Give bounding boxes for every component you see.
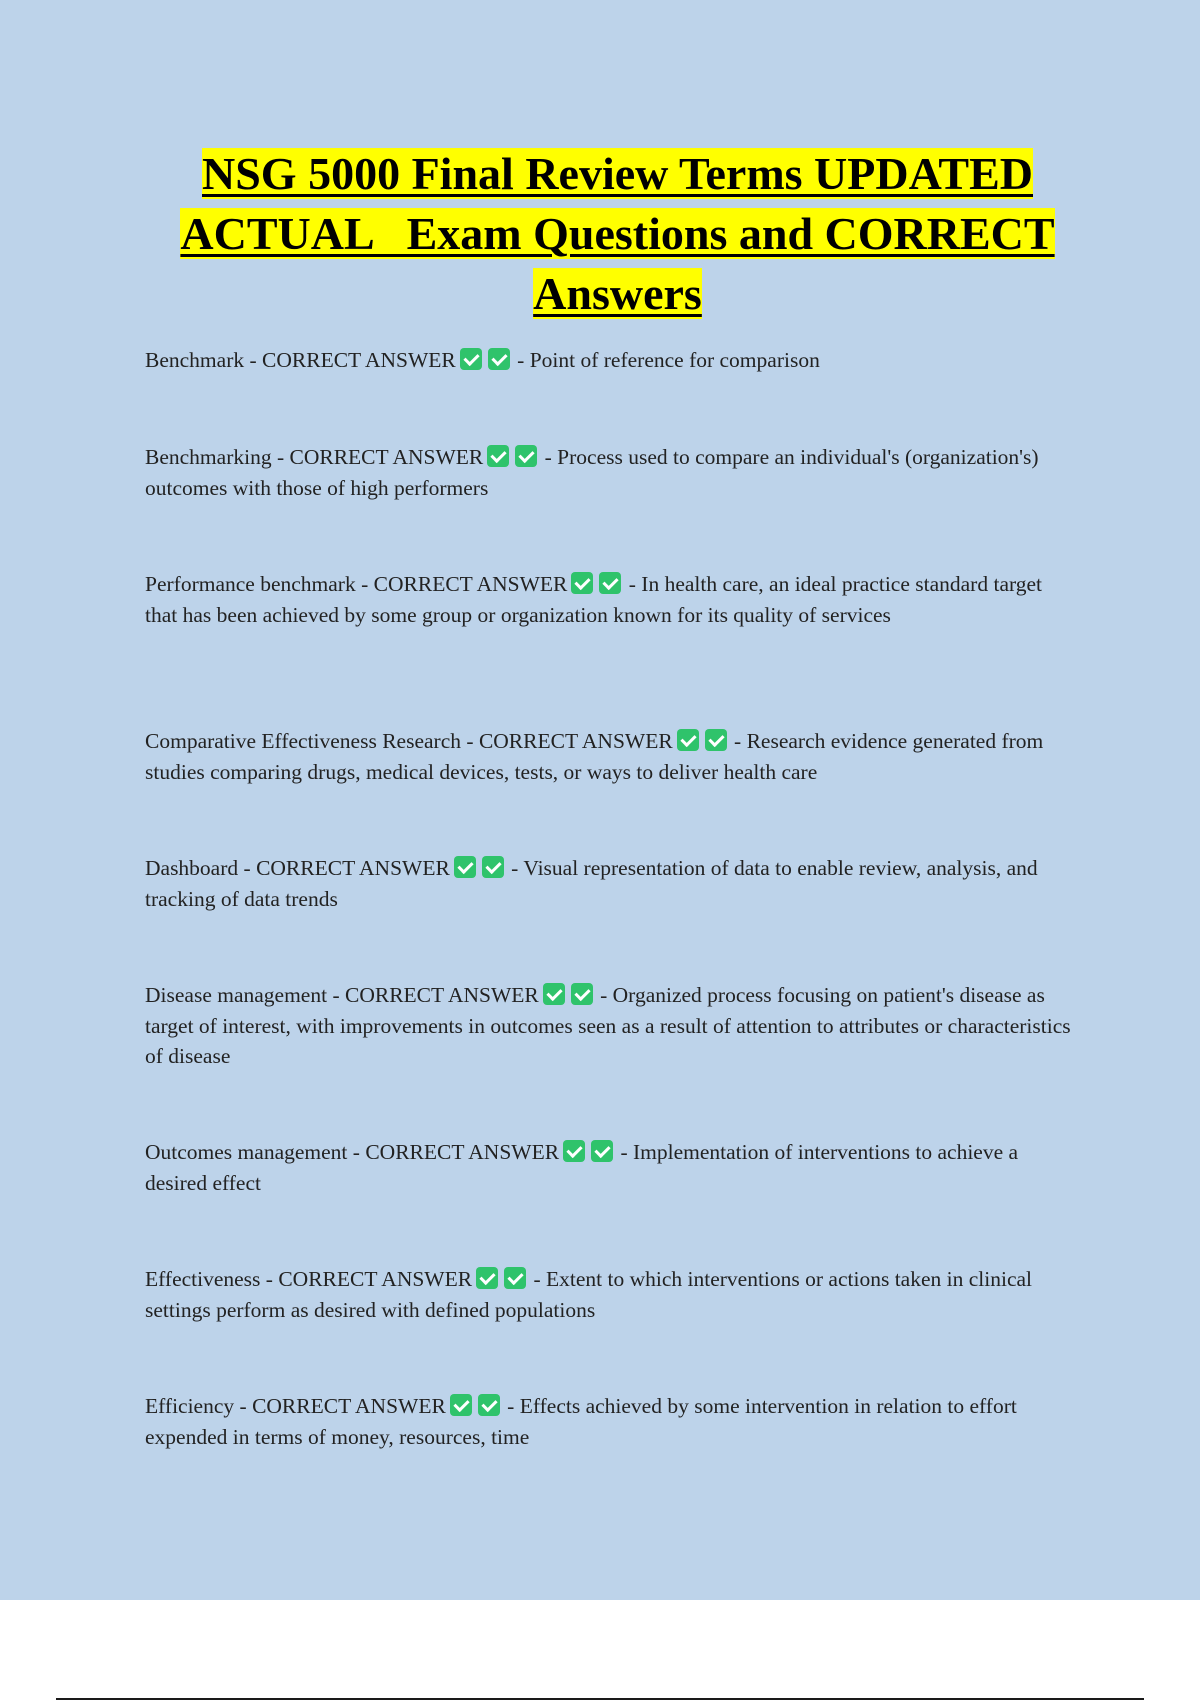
term-name: Comparative Effectiveness Research [145,729,462,753]
green-checkmark-icon [450,1394,472,1416]
term-definition: Extent to which interventions or actions taken in clinical settings perform as desired with defined populations [145,1267,1033,1322]
answer-marker: CORRECT ANSWER [252,1394,446,1418]
term-entry: Benchmark - CORRECT ANSWER - Point of reference for comparison [145,348,820,372]
term-entry: Disease management - CORRECT ANSWER - Organized process focusing on patient's disease as target of interest, with improvements in outcomes seen as a result of attention to attributes or characteristics of disease [145,983,1071,1068]
green-checkmark-icon [563,1140,585,1162]
answer-marker: CORRECT ANSWER [373,572,568,596]
green-checkmark-icon [487,445,509,467]
term-entry: Performance benchmark - CORRECT ANSWER - In health care, an ideal practice standard target that has been achieved by some group or organization known for its quality of services [145,572,1043,627]
term-entry: Outcomes management - CORRECT ANSWER - Implementation of interventions to achieve a desired effect [145,1140,1019,1195]
term-name: Disease management [145,983,328,1007]
answer-marker: CORRECT ANSWER [256,856,450,880]
term-definition: Research evidence generated from studies comparing drugs, medical devices, tests, or ways to deliver health care [145,729,1044,784]
green-checkmark-icon [599,572,621,594]
green-checkmark-icon [705,729,727,751]
green-checkmark-icon [482,856,504,878]
answer-marker: CORRECT ANSWER [478,729,673,753]
term-definition: Organized process focusing on patient's disease as target of interest, with improvements in outcomes seen as a result of attention to attributes or characteristics of disease [145,983,1071,1068]
answer-marker: CORRECT ANSWER [262,348,456,372]
green-checkmark-icon [543,983,565,1005]
document-title [140,144,1095,324]
green-checkmark-icon [460,348,482,370]
green-checkmark-icon [504,1267,526,1289]
term-definition: Process used to compare an individual's (organization's) outcomes with those of high performers [145,445,1039,500]
term-entry: Efficiency - CORRECT ANSWER - Effects achieved by some intervention in relation to effort expended in terms of money, resources, time [145,1394,1017,1449]
green-checkmark-icon [515,445,537,467]
term-name: Benchmark [145,348,245,372]
term-definition: Effects achieved by some intervention in relation to effort expended in terms of money, resources, time [145,1394,1017,1449]
green-checkmark-icon [454,856,476,878]
term-entry: Dashboard - CORRECT ANSWER - Visual representation of data to enable review, analysis, and tracking of data trends [145,856,1038,911]
answer-marker: CORRECT ANSWER [289,445,484,469]
answer-marker: CORRECT ANSWER [365,1140,560,1164]
term-name: Benchmarking [145,445,272,469]
term-entry: Effectiveness - CORRECT ANSWER - Extent to which interventions or actions taken in clinical settings perform as desired with defined populations [145,1267,1033,1322]
term-definition: In health care, an ideal practice standard target that has been achieved by some group or organization known for its quality of services [145,572,1043,627]
green-checkmark-icon [476,1267,498,1289]
green-checkmark-icon [571,572,593,594]
green-checkmark-icon [591,1140,613,1162]
green-checkmark-icon [571,983,593,1005]
term-name: Outcomes management [145,1140,348,1164]
green-checkmark-icon [478,1394,500,1416]
green-checkmark-icon [488,348,510,370]
term-entry: Comparative Effectiveness Research - CORRECT ANSWER - Research evidence generated from studies comparing drugs, medical devices, tests, or ways to deliver health care [145,729,1044,784]
term-name: Efficiency [145,1394,235,1418]
title-line: Answers [533,268,702,319]
green-checkmark-icon [677,729,699,751]
title-line: NSG 5000 Final Review Terms UPDATED [202,148,1033,199]
term-name: Effectiveness [145,1267,261,1291]
term-definition: Implementation of interventions to achieve a desired effect [145,1140,1019,1195]
term-definition: Point of reference for comparison [529,348,820,372]
term-name: Dashboard [145,856,239,880]
term-entry: Benchmarking - CORRECT ANSWER - Process used to compare an individual's (organization's) outcomes with those of high performers [145,445,1039,500]
term-name: Performance benchmark [145,572,356,596]
answer-marker: CORRECT ANSWER [345,983,539,1007]
answer-marker: CORRECT ANSWER [278,1267,473,1291]
term-definition: Visual representation of data to enable review, analysis, and tracking of data trends [145,856,1038,911]
title-line: ACTUAL Exam Questions and CORRECT [180,208,1055,259]
